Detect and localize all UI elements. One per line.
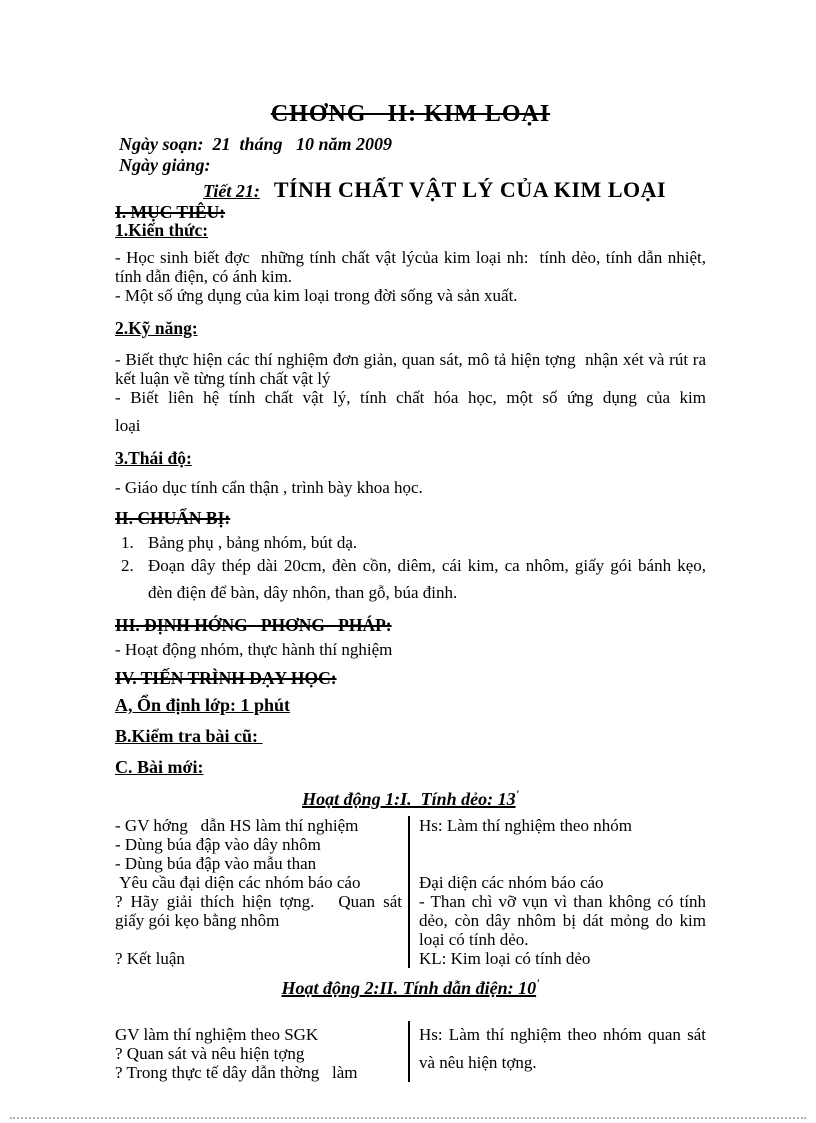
activity1-heading-text: Hoạt động 1:I. Tính dẻo: 13 xyxy=(302,789,516,809)
prep-list-item xyxy=(115,533,706,552)
kien-thuc-paragraph-1: - Học sinh biết đợc những tính chất vật lýcủa kim loại nh: tính dẻo, tính dẫn nhiệt, tính dẫn điện, có ánh kim. xyxy=(115,248,711,286)
prep-item-text: Bảng phụ , bảng nhóm, bút dạ. xyxy=(148,533,358,552)
activity2-table xyxy=(115,1021,711,1082)
table-cell-line: Yêu cầu đại diện các nhóm báo cáo xyxy=(115,873,361,892)
section-tien-trinh-heading: IV. TIẾN TRÌNH DẠY HỌC: xyxy=(115,668,337,688)
activity1-heading xyxy=(115,783,706,810)
dinh-huong-paragraph: - Hoạt động nhóm, thực hành thí nghiệm xyxy=(115,640,393,659)
table-cell-line: Hs: Làm thí nghiệm theo nhóm xyxy=(419,816,632,835)
table-cell-line xyxy=(419,854,706,873)
table-cell-line: Hs: Làm thí nghiệm theo nhóm quan sát và nêu hiện tợng. xyxy=(419,1025,711,1072)
step-a-heading: A, Ổn định lớp: 1 phút xyxy=(115,695,291,715)
prep-list-item xyxy=(115,552,711,606)
activity2-heading xyxy=(115,972,706,999)
activity2-minutes-mark: ' xyxy=(536,976,540,990)
section-muc-tieu-heading: I. MỤC TIÊU: xyxy=(115,202,226,222)
ky-nang-paragraph-1: - Biết thực hiện các thí nghiệm đơn giản, quan sát, mô tả hiện tợng nhận xét và rút ra kết luận về từng tính chất vật lý xyxy=(115,350,711,388)
ky-nang-paragraph-2-cont: loại xyxy=(115,416,141,435)
table-cell-line: ? Trong thực tế dây dẫn thờng làm xyxy=(115,1063,358,1082)
table-cell-line: Đại diện các nhóm báo cáo xyxy=(419,873,604,892)
date-taught: Ngày giảng: xyxy=(119,155,211,175)
activity1-table xyxy=(115,816,711,968)
prep-item-number: 1. xyxy=(121,533,134,552)
thai-do-paragraph: - Giáo dục tính cẩn thận , trình bày khoa học. xyxy=(115,478,423,497)
activity1-minutes-mark: ' xyxy=(515,787,519,801)
lesson-title: TÍNH CHẤT VẬT LÝ CỦA KIM LOẠI xyxy=(273,177,667,202)
kien-thuc-paragraph-2: - Một số ứng dụng của kim loại trong đời sống và sản xuất. xyxy=(115,286,518,305)
activity1-student-column xyxy=(408,816,711,968)
table-cell-line: ? Kết luận xyxy=(115,949,185,968)
section-dinh-huong-heading: III. ĐỊNH HỚNG PHƠNG PHÁP: xyxy=(115,615,392,635)
activity2-heading-text: Hoạt động 2:II. Tính dẫn điện: 10 xyxy=(281,978,537,998)
section-chuan-bi-heading: II. CHUẨN BỊ: xyxy=(115,508,231,528)
subsection-thai-do-heading: 3.Thái độ: xyxy=(115,448,192,468)
lesson-number: Tiết 21: xyxy=(203,181,260,201)
chapter-title: CHƠNG II: KIM LOẠI xyxy=(270,101,551,127)
table-cell-line: GV làm thí nghiệm theo SGK xyxy=(115,1025,319,1044)
activity1-teacher-column xyxy=(115,816,408,968)
table-cell-line: ? Quan sát và nêu hiện tợng xyxy=(115,1044,305,1063)
document-content xyxy=(115,100,711,1082)
table-cell-line: - Dùng búa đập vào dây nhôm xyxy=(115,835,321,854)
table-cell-line: - Than chì vỡ vụn vì than không có tính dẻo, còn dây nhôm bị dát mỏng do kim loại có tính dẻo. xyxy=(419,892,711,949)
subsection-ky-nang-heading: 2.Kỹ năng: xyxy=(115,318,198,338)
date-prepared: Ngày soạn: 21 tháng 10 năm 2009 xyxy=(119,134,393,154)
lesson-heading-row xyxy=(203,177,706,203)
page-break-dotted-line xyxy=(10,1117,806,1119)
table-cell-line: - GV hớng dẫn HS làm thí nghiệm xyxy=(115,816,359,835)
table-cell-line xyxy=(115,930,402,949)
step-b-heading: B.Kiểm tra bài cũ: xyxy=(115,726,263,746)
prep-item-text: Đoạn dây thép dài 20cm, đèn cồn, diêm, cái kim, ca nhôm, giấy gói bánh kẹo, đèn điện để bàn, dây nhôn, than gỗ, búa đinh. xyxy=(148,556,711,602)
table-cell-line: KL: Kim loại có tính dẻo xyxy=(419,949,591,968)
step-c-heading: C. Bài mới: xyxy=(115,757,204,777)
ky-nang-paragraph-2: - Biết liên hệ tính chất vật lý, tính chất hóa học, một số ứng dụng của kim xyxy=(115,388,706,407)
table-cell-line: - Dùng búa đập vào mẫu than xyxy=(115,854,317,873)
table-cell-line xyxy=(419,835,706,854)
activity2-teacher-column xyxy=(115,1021,408,1082)
subsection-kien-thuc-heading: 1.Kiến thức: xyxy=(115,220,209,240)
activity2-student-column xyxy=(408,1021,711,1082)
table-cell-line: ? Hãy giải thích hiện tợng. Quan sát giấy gói kẹo bằng nhôm xyxy=(115,892,407,930)
prep-item-number: 2. xyxy=(121,556,134,575)
